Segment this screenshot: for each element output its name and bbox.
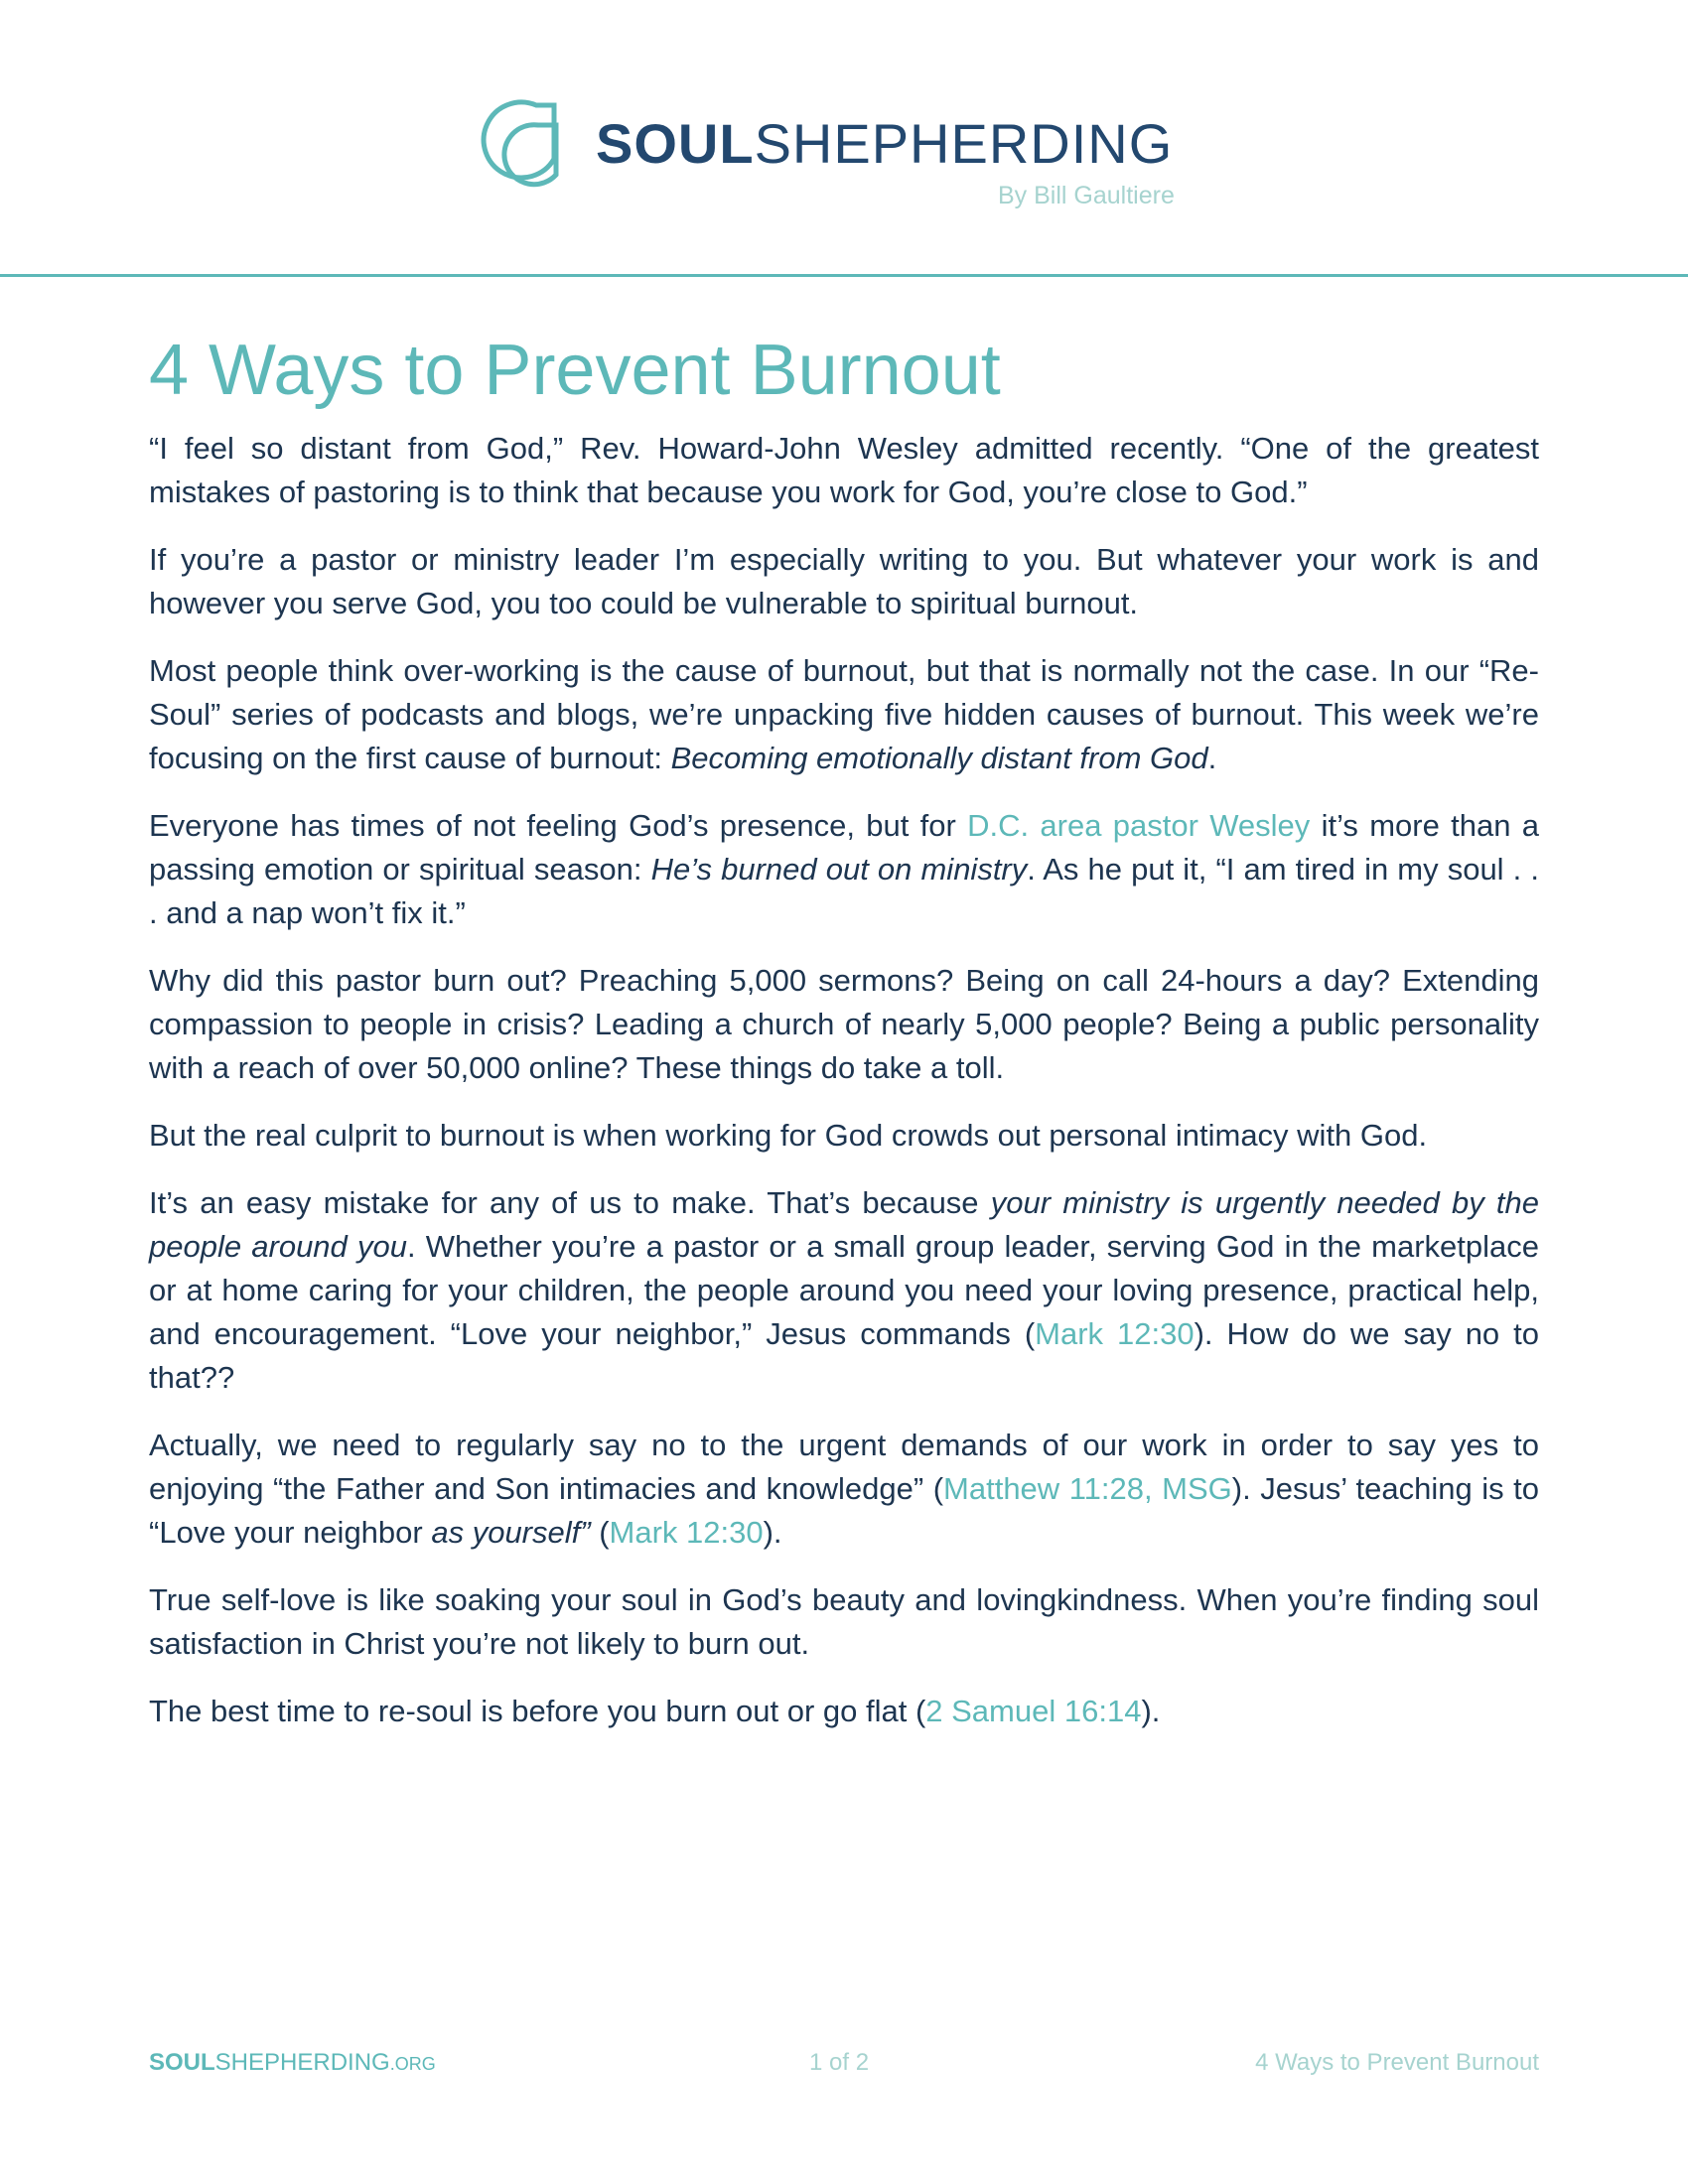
paragraph-text: ). — [763, 1515, 782, 1550]
byline: By Bill Gaultiere — [998, 182, 1175, 209]
paragraph — [149, 1578, 1539, 1666]
paragraph-text: . Whether you’re a pastor or a small group leader, serving God in the marketplace or at home caring for your children, the people around you need your loving presence, practical help, and encouragement. “Love your neighbor,” Jesus commands ( — [149, 1229, 1539, 1351]
paragraph-text: It’s an easy mistake for any of us to make. That’s because — [149, 1185, 991, 1220]
paragraph — [149, 1114, 1539, 1158]
article-title: 4 Ways to Prevent Burnout — [149, 331, 1001, 410]
brand-wordmark — [596, 111, 1173, 176]
paragraph — [149, 538, 1539, 625]
paragraph — [149, 1424, 1539, 1555]
header-divider — [0, 274, 1688, 277]
footer-site-bold: SOUL — [149, 2049, 215, 2076]
paragraph — [149, 804, 1539, 935]
footer-site-link[interactable] — [149, 2049, 436, 2077]
emphasis-text: your ministry is urgently needed by the people around you — [149, 1185, 1540, 1264]
paragraph-text: True self-love is like soaking your soul in God’s beauty and lovingkindness. When you’re finding soul satisfaction in Christ you’re not likely to burn out. — [149, 1582, 1539, 1661]
paragraph — [149, 1690, 1539, 1733]
link-matthew-11-28[interactable]: Matthew 11:28, MSG — [943, 1471, 1232, 1506]
paragraph-text: ). How do we say no to that?? — [149, 1316, 1539, 1395]
article-body — [149, 427, 1539, 1757]
brand-bold: SOUL — [596, 112, 755, 175]
paragraph-text: ( — [590, 1515, 610, 1550]
paragraph — [149, 427, 1539, 514]
paragraph — [149, 959, 1539, 1090]
page-footer — [149, 2049, 1539, 2079]
paragraph-text: The best time to re-soul is before you burn out or go flat ( — [149, 1694, 926, 1728]
emphasis-text: Becoming emotionally distant from God — [670, 741, 1208, 775]
paragraph-text: . — [1207, 741, 1217, 775]
emphasis-text: He’s burned out on ministry — [650, 852, 1028, 887]
footer-doc-title: 4 Ways to Prevent Burnout — [1255, 2049, 1539, 2076]
link-mark-12-30[interactable]: Mark 12:30 — [1035, 1316, 1195, 1351]
paragraph-text: . As he put it, “I am tired in my soul . . . and a nap won’t fix it.” — [149, 852, 1539, 930]
paragraph-text: If you’re a pastor or ministry leader I’m especially writing to you. But whatever your work is and however you serve God, you too could be vulnerable to spiritual burnout. — [149, 542, 1539, 620]
footer-site-tld: .ORG — [389, 2054, 436, 2074]
page-indicator: 1 of 2 — [809, 2049, 870, 2076]
brand-light: SHEPHERDING — [754, 112, 1174, 175]
paragraph-text: Most people think over-working is the cause of burnout, but that is normally not the case. In our “Re-Soul” series of podcasts and blogs, we’re unpacking five hidden causes of burnout. This week we’re focusing on the first cause of burnout: — [149, 653, 1539, 775]
page-header — [0, 0, 1688, 276]
link-2-samuel-16-14[interactable]: 2 Samuel 16:14 — [925, 1694, 1142, 1728]
paragraph-text: ). — [1141, 1694, 1161, 1728]
paragraph-text: Actually, we need to regularly say no to the urgent demands of our work in order to say yes to enjoying “the Father and Son intimacies and knowledge” ( — [149, 1428, 1539, 1506]
footer-site-light: SHEPHERDING — [214, 2049, 390, 2076]
paragraph-text: ). Jesus’ teaching is to “Love your neighbor — [149, 1471, 1539, 1550]
link-mark-12-30[interactable]: Mark 12:30 — [609, 1515, 764, 1550]
paragraph-text: “I feel so distant from God,” Rev. Howard-John Wesley admitted recently. “One of the greatest mistakes of pastoring is to think that because you work for God, you’re close to God.” — [149, 431, 1539, 509]
paragraph-text: But the real culprit to burnout is when working for God crowds out personal intimacy with God. — [149, 1118, 1428, 1153]
link-dc-area-pastor-wesley[interactable]: D.C. area pastor Wesley — [967, 808, 1311, 843]
paragraph-text: Why did this pastor burn out? Preaching 5,000 sermons? Being on call 24-hours a day? Extending compassion to people in crisis? Leading a church of nearly 5,000 people? Being a public personality with a reach of over 50,000 online? These things do take a toll. — [149, 963, 1539, 1085]
emphasis-text: as yourself” — [431, 1515, 591, 1550]
paragraph-text: Everyone has times of not feeling God’s presence, but for — [149, 808, 968, 843]
paragraph-text: it’s more than a passing emotion or spiritual season: — [149, 808, 1539, 887]
paragraph — [149, 1181, 1539, 1400]
leaf-drop-logo-icon — [477, 97, 576, 197]
paragraph — [149, 649, 1539, 780]
